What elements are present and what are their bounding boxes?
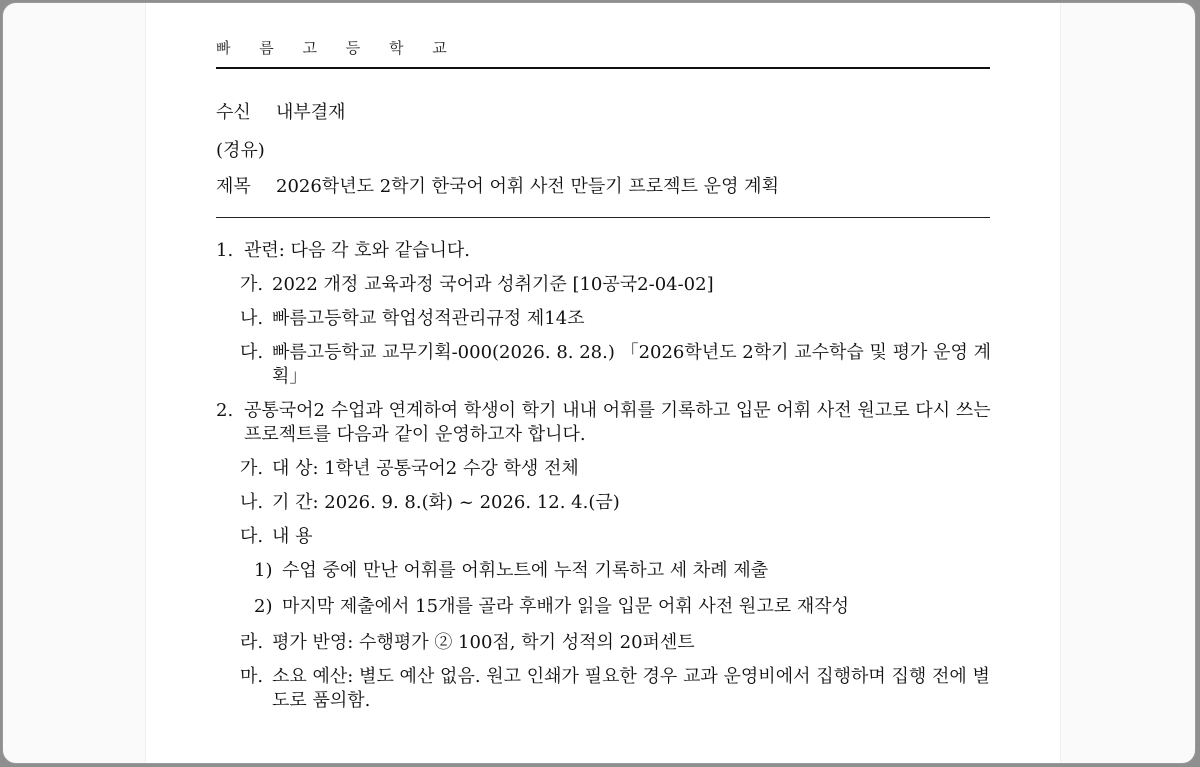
list-item — [216, 341, 992, 389]
list-item — [216, 457, 992, 481]
list-item — [216, 307, 992, 331]
list-item — [216, 665, 992, 713]
item-marker: 다. — [240, 526, 264, 547]
subitem-text: 수업 중에 만난 어휘를 어휘노트에 누적 기록하고 세 차례 제출 — [282, 560, 769, 581]
list-item — [216, 273, 992, 297]
subject-divider — [216, 217, 990, 218]
via-line — [216, 139, 265, 163]
via-label: (경유) — [216, 140, 265, 161]
item-text: 내 용 — [272, 526, 313, 547]
school-name-header: 빠 름 고 등 학 교 — [216, 39, 459, 57]
item-marker: 다. — [240, 342, 264, 363]
item-marker: 가. — [240, 458, 264, 479]
recipient-label: 수신 — [216, 102, 251, 123]
item-text: 기 간: 2026. 9. 8.(화) ~ 2026. 12. 4.(금) — [272, 492, 620, 513]
item-text: 소요 예산: 별도 예산 없음. 원고 인쇄가 필요한 경우 교과 운영비에서 집행하며 집행 전에 별도로 품의함. — [272, 666, 990, 711]
list-item — [216, 631, 992, 655]
document-viewer-frame — [2, 2, 1196, 764]
item-marker: 라. — [240, 632, 264, 653]
item-text: 빠름고등학교 교무기획-000(2026. 8. 28.) 「2026학년도 2학기 교수학습 및 평가 운영 계획」 — [272, 342, 991, 387]
item-text: 2022 개정 교육과정 국어과 성취기준 [10공국2-04-02] — [272, 274, 714, 295]
subitem-text: 마지막 제출에서 15개를 골라 후배가 읽을 입문 어휘 사전 원고로 재작성 — [282, 596, 849, 617]
subitem-marker: 1) — [254, 560, 273, 581]
document-body — [216, 239, 992, 723]
item-marker: 마. — [240, 666, 264, 687]
header-divider — [216, 67, 990, 69]
document-page — [145, 3, 1061, 764]
sub-list-item — [216, 595, 992, 619]
subject-label: 제목 — [216, 176, 251, 197]
recipient-value: 내부결재 — [276, 102, 346, 123]
section-marker: 2. — [216, 400, 234, 421]
item-marker: 나. — [240, 308, 264, 329]
subject-line — [216, 175, 779, 199]
sub-list-item — [216, 559, 992, 583]
section-text: 관련: 다음 각 호와 같습니다. — [244, 240, 470, 261]
item-marker: 가. — [240, 274, 264, 295]
item-text: 평가 반영: 수행평가 ② 100점, 학기 성적의 20퍼센트 — [272, 632, 695, 653]
list-item — [216, 491, 992, 515]
section-2 — [216, 399, 992, 447]
section-1 — [216, 239, 992, 263]
section-text: 공통국어2 수업과 연계하여 학생이 학기 내내 어휘를 기록하고 입문 어휘 사전 원고로 다시 쓰는 프로젝트를 다음과 같이 운영하고자 합니다. — [244, 400, 991, 445]
subitem-marker: 2) — [254, 596, 273, 617]
recipient-line — [216, 101, 346, 125]
item-text: 빠름고등학교 학업성적관리규정 제14조 — [272, 308, 585, 329]
item-text: 대 상: 1학년 공통국어2 수강 학생 전체 — [272, 458, 579, 479]
list-item — [216, 525, 992, 549]
subject-value: 2026학년도 2학기 한국어 어휘 사전 만들기 프로젝트 운영 계획 — [276, 176, 779, 197]
item-marker: 나. — [240, 492, 264, 513]
section-marker: 1. — [216, 240, 234, 261]
